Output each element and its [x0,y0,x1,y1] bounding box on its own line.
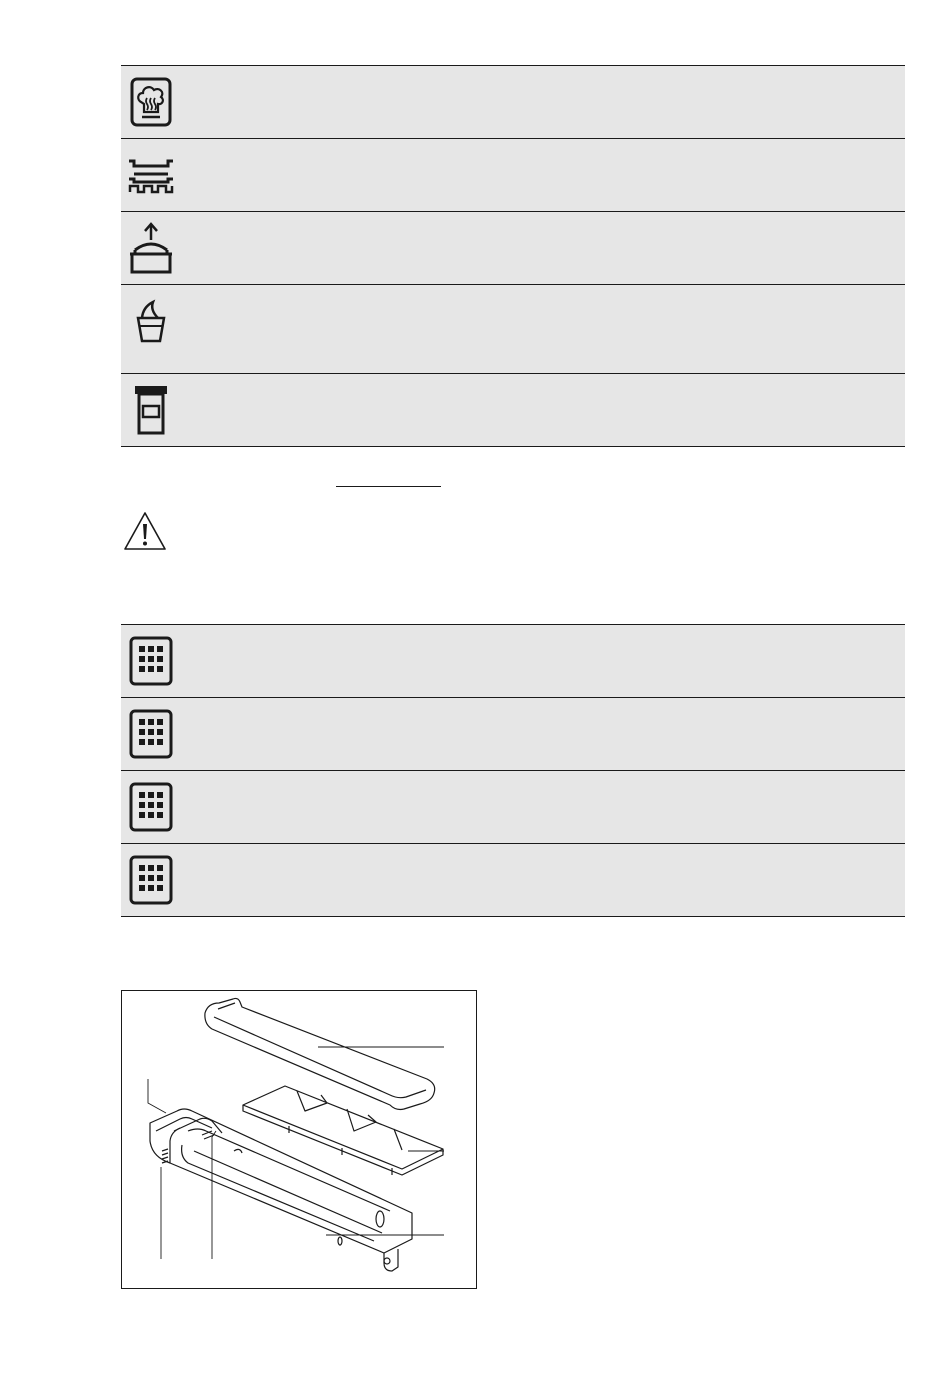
table-row [121,844,905,917]
keypad-icon [121,625,181,697]
leader-line-tab [212,1131,216,1259]
descaling-cup-icon [121,285,181,357]
table-row [121,625,905,698]
function-table [121,65,905,447]
table-row [121,698,905,771]
steam-cleaning-icon [121,66,181,138]
table-row [121,212,905,285]
keypad-icon [121,771,181,843]
table-row [121,771,905,844]
table-row [121,374,905,447]
warning-triangle-icon [122,510,168,552]
rack-shelf-icon [121,139,181,211]
drawer-illustration [122,991,476,1288]
table-row [121,285,905,374]
table-row [121,66,905,139]
keypad-icon [121,844,181,916]
oven-lamp-icon [121,374,181,446]
table-row [121,139,905,212]
drawer-insert [243,1086,443,1169]
water-drawer-icon [121,212,181,284]
program-table [121,624,905,917]
keypad-icon [121,698,181,770]
leader-line-frame [148,1079,166,1113]
drawer-lid [205,998,435,1109]
underline-rule [336,486,441,487]
water-drawer-diagram [121,990,477,1289]
